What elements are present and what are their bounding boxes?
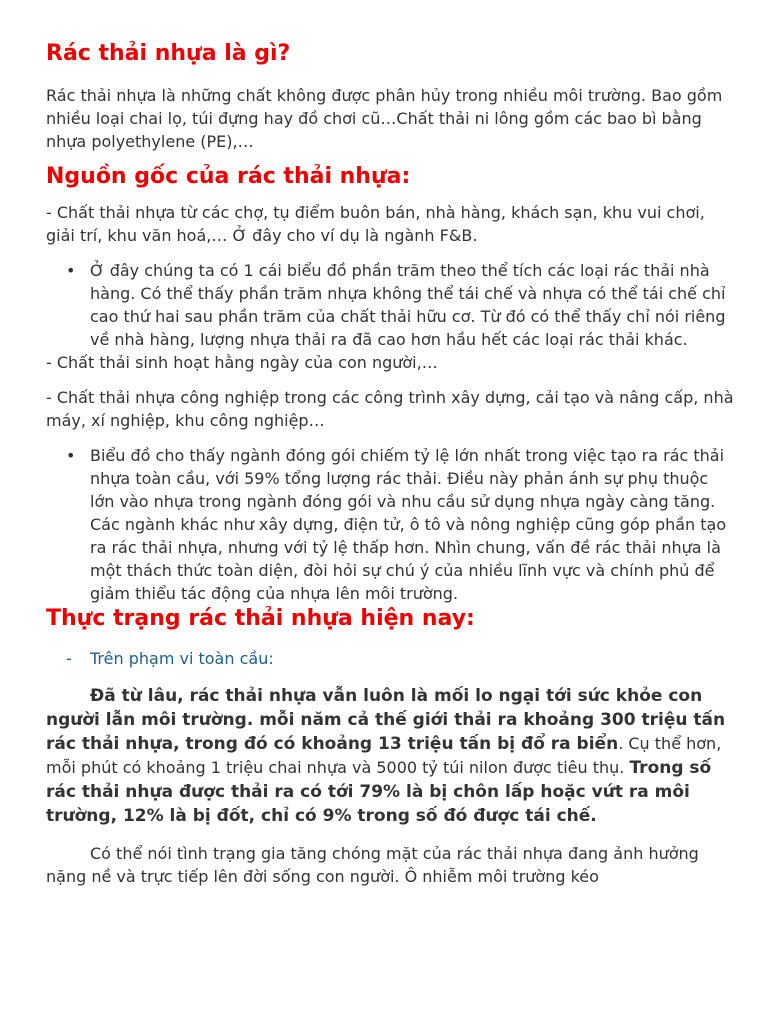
paragraph-source-industrial: - Chất thải nhựa công nghiệp trong các công trình xây dựng, cải tạo và nâng cấp, nhà máy, xí nghiệp, khu công nghiệp… — [46, 388, 734, 430]
paragraph-global-statistics — [46, 684, 736, 828]
bullet-icon: • — [66, 261, 76, 280]
heading-current-situation: Thực trạng rác thải nhựa hiện nay: — [46, 606, 475, 631]
list-item — [46, 444, 736, 605]
bold-text-statistics: Đã từ lâu, rác thải nhựa vẫn luôn là mối lo ngại tới sức khỏe con người lẫn môi trường. mỗi năm cả thế giới thải ra khoảng 300 triệu tấn rác thải nhựa, trong đó có khoảng 13 triệu tấn bị đổ ra biển — [46, 686, 726, 754]
heading-origin: Nguồn gốc của rác thải nhựa: — [46, 164, 411, 189]
bullet-list-packaging — [46, 444, 736, 605]
bold-text-disposal: Trong số rác thải nhựa được thải ra có tới 79% là bị chôn lấp hoặc vứt ra môi trường, 12% là bị đốt, chỉ có 9% trong số đó được tái chế. — [46, 758, 712, 826]
dash-marker: - — [66, 649, 72, 668]
paragraph-definition: Rác thải nhựa là những chất không được phân hủy trong nhiều môi trường. Bao gồm nhiều loại chai lọ, túi đựng hay đồ chơi cũ…Chất thải ni lông gồm các bao bì bằng nhựa polyethylene (PE),… — [46, 86, 723, 151]
bullet-icon: • — [66, 446, 76, 465]
list-item-text: Ở đây chúng ta có 1 cái biểu đồ phần trăm theo thể tích các loại rác thải nhà hàng. Có thể thấy phần trăm nhựa không thể tái chế và nhựa có thể tái chế chỉ cao thứ hai sau phần trăm của chất thải hữu cơ. Từ đó có thể thấy chỉ nói riêng về nhà hàng, lượng nhựa thải ra đã cao hơn hầu hết các loại rác thải khác. — [90, 261, 726, 349]
subitem-label: Trên phạm vi toàn cầu: — [90, 649, 274, 668]
paragraph-source-household: - Chất thải sinh hoạt hằng ngày của con người,… — [46, 353, 438, 372]
list-item-text: Biểu đồ cho thấy ngành đóng gói chiếm tỷ lệ lớn nhất trong việc tạo ra rác thải nhựa toàn cầu, với 59% tổng lượng rác thải. Điều này phản ánh sự phụ thuộc lớn vào nhựa trong ngành đóng gói và nhu cầu sử dụng nhựa ngày càng tăng. Các ngành khác như xây dựng, điện tử, ô tô và nông nghiệp cũng góp phần tạo ra rác thải nhựa, nhưng với tỷ lệ thấp hơn. Nhìn chung, vấn đề rác thải nhựa là một thách thức toàn diện, đòi hỏi sự chú ý của nhiều lĩnh vực và chính phủ để giảm thiểu tác động của nhựa lên môi trường. — [90, 446, 727, 603]
paragraph-source-commercial: - Chất thải nhựa từ các chợ, tụ điểm buôn bán, nhà hàng, khách sạn, khu vui chơi, giải trí, khu văn hoá,… Ở đây cho ví dụ là ngành F&B. — [46, 203, 705, 245]
list-item — [46, 259, 736, 351]
heading-what-is-plastic-waste: Rác thải nhựa là gì? — [46, 41, 291, 66]
paragraph-impact: Có thể nói tình trạng gia tăng chóng mặt của rác thải nhựa đang ảnh hưởng nặng nề và trực tiếp lên đời sống con người. Ô nhiễm môi trường kéo — [46, 844, 699, 886]
document-page — [46, 40, 736, 902]
subitem-global-scope — [46, 647, 736, 670]
bullet-list-restaurant — [46, 259, 736, 351]
normal-text-consumption: . Cụ thể hơn, mỗi phút có khoảng 1 triệu chai nhựa và 5000 tỷ túi nilon được tiêu thụ. — [46, 734, 722, 777]
